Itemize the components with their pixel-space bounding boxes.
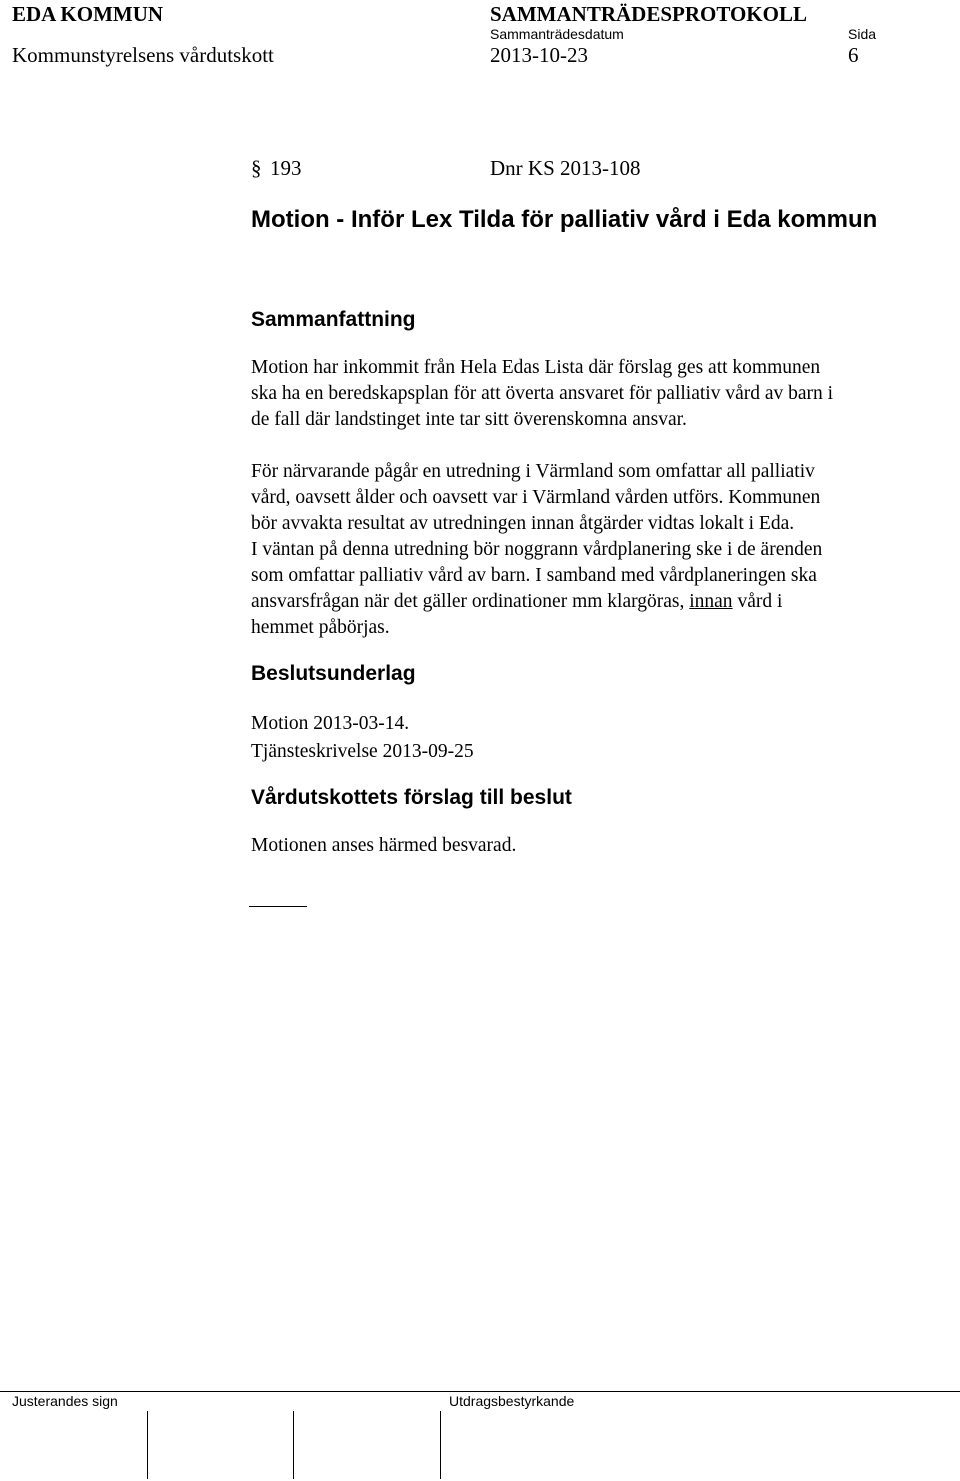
committee-name: Kommunstyrelsens vårdutskott bbox=[12, 43, 274, 67]
summary-paragraph-2 bbox=[251, 459, 941, 641]
proposal-heading: Vårdutskottets förslag till beslut bbox=[251, 786, 572, 809]
proposal-text: Motionen anses härmed besvarad. bbox=[251, 835, 517, 856]
text-line: de fall där landstinget inte tar sitt överenskomna ansvar. bbox=[251, 409, 687, 430]
section-mark: § bbox=[251, 156, 262, 180]
signature-box-divider bbox=[440, 1411, 441, 1479]
section-title: Motion - Inför Lex Tilda för palliativ vård i Eda kommun bbox=[251, 206, 878, 233]
case-number: Dnr KS 2013-108 bbox=[490, 156, 641, 180]
basis-item: Motion 2013-03-14. bbox=[251, 713, 410, 734]
footer-divider bbox=[0, 1391, 960, 1392]
page-label: Sida bbox=[848, 26, 877, 42]
signature-box-divider bbox=[147, 1411, 148, 1479]
text-line: som omfattar palliativ vård av barn. I samband med vårdplaneringen ska bbox=[251, 565, 817, 586]
basis-list bbox=[251, 710, 474, 766]
summary-heading: Sammanfattning bbox=[251, 308, 416, 331]
text-fragment: vård i bbox=[732, 591, 783, 612]
text-line: Motion har inkommit från Hela Edas Lista där förslag ges att kommunen bbox=[251, 357, 821, 378]
text-line: ska ha en beredskapsplan för att överta ansvaret för palliativ vård av barn i bbox=[251, 383, 834, 404]
text-line bbox=[251, 589, 941, 615]
text-line: För närvarande pågår en utredning i Värmland som omfattar all palliativ bbox=[251, 461, 815, 482]
meeting-date-label: Sammanträdesdatum bbox=[490, 26, 624, 42]
page-number: 6 bbox=[848, 43, 859, 67]
section-number: 193 bbox=[270, 156, 302, 180]
section-end-rule bbox=[249, 906, 307, 907]
basis-heading: Beslutsunderlag bbox=[251, 662, 416, 685]
org-name: EDA KOMMUN bbox=[12, 2, 164, 26]
text-line: I väntan på denna utredning bör noggrann vårdplanering ske i de ärenden bbox=[251, 539, 823, 560]
text-fragment: ansvarsfrågan när det gäller ordinationer mm klargöras, bbox=[251, 591, 690, 612]
basis-item: Tjänsteskrivelse 2013-09-25 bbox=[251, 741, 474, 762]
summary-paragraph-1 bbox=[251, 355, 941, 433]
signature-box-divider bbox=[293, 1411, 294, 1479]
signature-label: Justerandes sign bbox=[12, 1393, 118, 1409]
meeting-date: 2013-10-23 bbox=[490, 43, 588, 67]
text-line: bör avvakta resultat av utredningen innan åtgärder vidtas lokalt i Eda. bbox=[251, 513, 795, 534]
underlined-word: innan bbox=[689, 591, 733, 612]
text-line: hemmet påbörjas. bbox=[251, 617, 390, 638]
certification-label: Utdragsbestyrkande bbox=[449, 1393, 575, 1409]
text-line: vård, oavsett ålder och oavsett var i Värmland vården utförs. Kommunen bbox=[251, 487, 821, 508]
document-type: SAMMANTRÄDESPROTOKOLL bbox=[490, 2, 807, 26]
